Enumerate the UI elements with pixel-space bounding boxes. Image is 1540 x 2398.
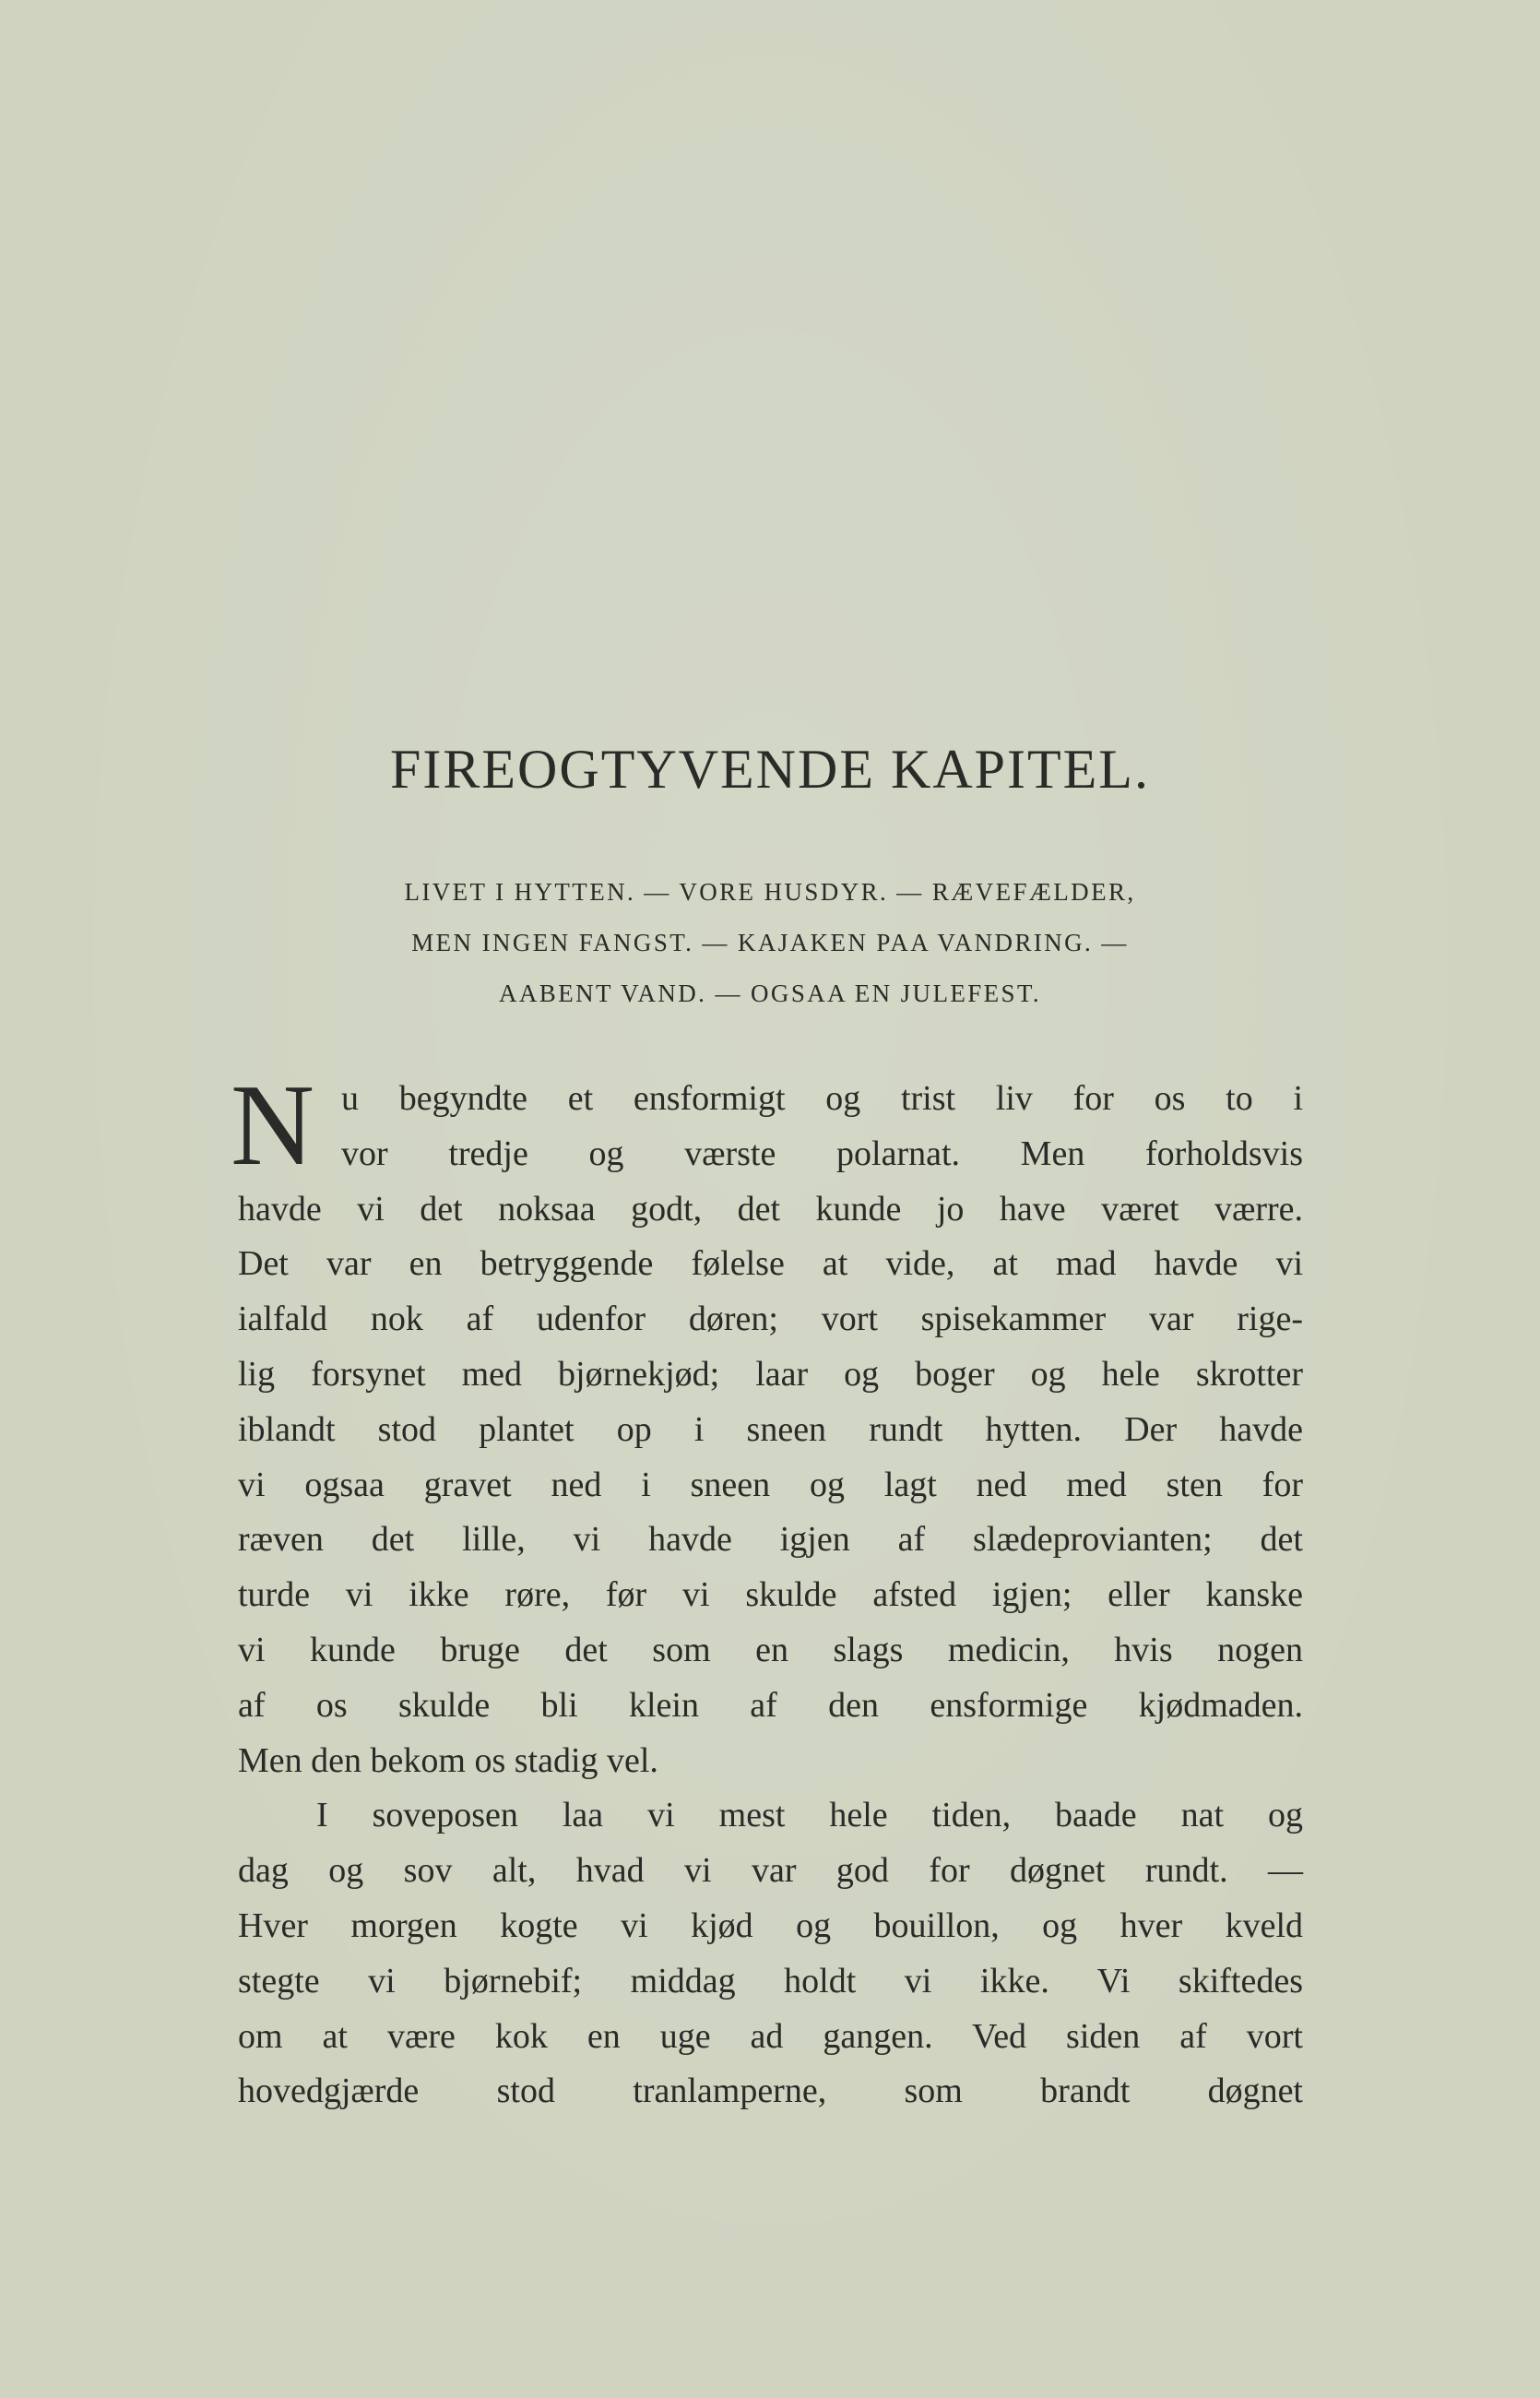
text-line: ialfald nok af udenfor døren; vort spisekammer var rige- (238, 1300, 1303, 1339)
text-line: vi ogsaa gravet ned i sneen og lagt ned med sten for (238, 1465, 1303, 1504)
text-line: af os skulde bli klein af den ensformige kjødmaden. (238, 1685, 1303, 1725)
text-line: u begyndte et ensformigt og trist liv for os to i (341, 1079, 1303, 1118)
text-line: vi kunde bruge det som en slags medicin, hvis nogen (238, 1630, 1303, 1669)
summary-line: AABENT VAND. — OGSAA EN JULEFEST. (499, 979, 1041, 1007)
text-line: iblandt stod plantet op i sneen rundt hytten. Der havde (238, 1409, 1303, 1449)
text-line: om at være kok en uge ad gangen. Ved siden af vort (238, 2016, 1303, 2056)
text-line: havde vi det noksaa godt, det kunde jo have været værre. (238, 1189, 1303, 1229)
text-line: vor tredje og værste polarnat. Men forholdsvis (341, 1134, 1303, 1173)
text-line: hovedgjærde stod tranlamperne, som brandt døgnet (238, 2072, 1303, 2111)
text-line: ræven det lille, vi havde igjen af slædeprovianten; det (238, 1520, 1303, 1560)
body-text (231, 1062, 1303, 2119)
drop-cap: N (231, 1062, 314, 1190)
text-line: Det var en betryggende følelse at vide, at mad havde vi (238, 1244, 1303, 1284)
summary-line: MEN INGEN FANGST. — KAJAKEN PAA VANDRING. — (411, 929, 1129, 956)
summary-line: LIVET I HYTTEN. — VORE HUSDYR. — RÆVEFÆLDER, (404, 878, 1136, 906)
text-line: turde vi ikke røre, før vi skulde afsted igjen; eller kanske (238, 1575, 1303, 1615)
text-line: dag og sov alt, hvad vi var god for døgnet rundt. — (238, 1851, 1303, 1891)
text-line: I soveposen laa vi mest hele tiden, baade nat og (316, 1796, 1303, 1835)
chapter-summary (0, 867, 1540, 1019)
chapter-title: FIREOGTYVENDE KAPITEL. (390, 739, 1150, 800)
text-line: Men den bekom os stadig vel. (238, 1740, 658, 1780)
text-line: stegte vi bjørnebif; middag holdt vi ikke. Vi skiftedes (238, 1961, 1303, 2000)
text-line: lig forsynet med bjørnekjød; laar og boger og hele skrotter (238, 1354, 1303, 1394)
text-line: Hver morgen kogte vi kjød og bouillon, og hver kveld (238, 1905, 1303, 1945)
